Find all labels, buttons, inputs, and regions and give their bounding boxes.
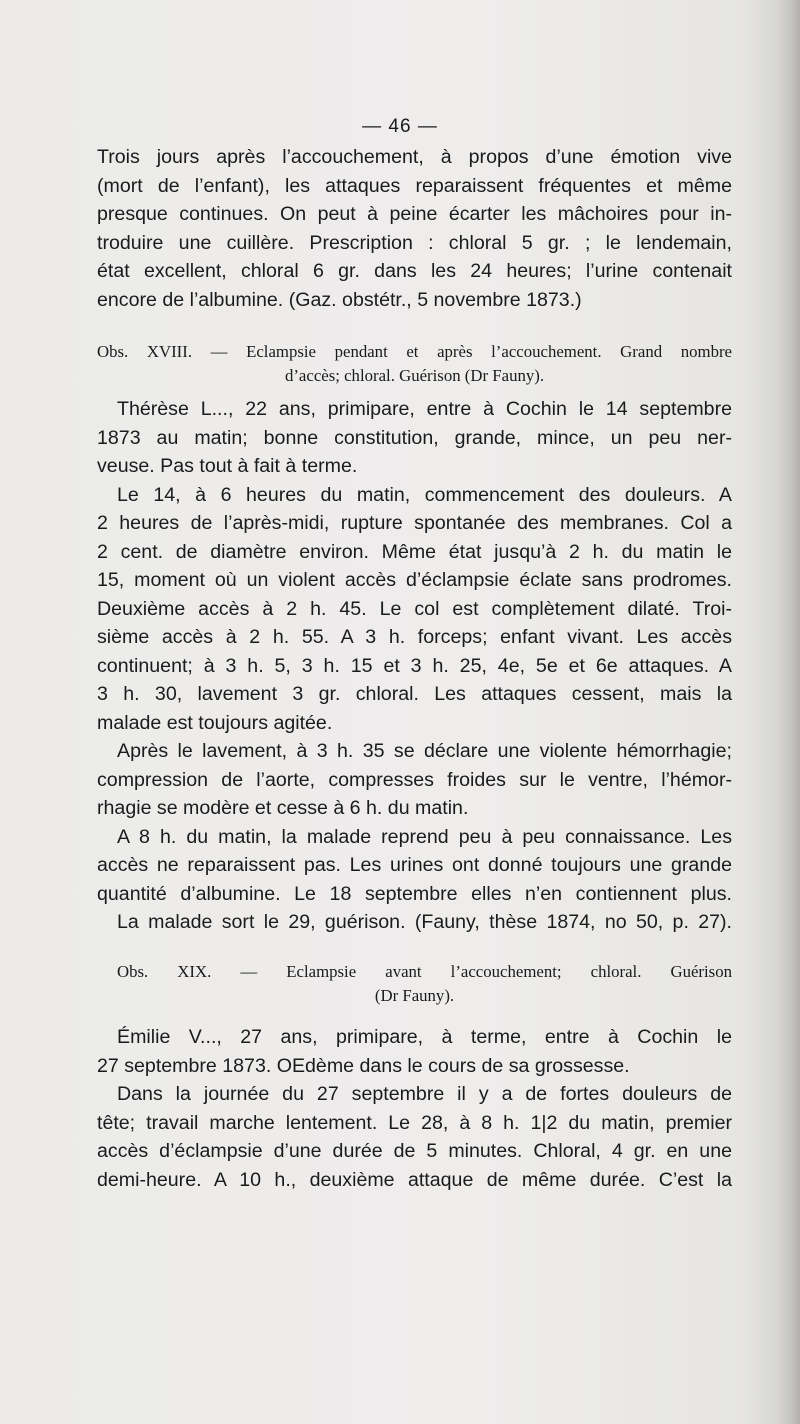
text-line: 2 cent. de diamètre environ. Même état jusqu’à 2 h. du matin le [97,540,732,563]
text-line: 2 heures de l’après-midi, rupture spontanée des membranes. Col a [97,512,732,534]
text-line: rhagie se modère et cesse à 6 h. du matin. [97,797,469,819]
heading-line: d’accès; chloral. Guérison (Dr Fauny). [284,366,545,385]
text-line: demi-heure. A 10 h., deuxième attaque de même durée. C’est la [97,1168,732,1191]
text-line: Thérèse L..., 22 ans, primipare, entre à Cochin le 14 septembre [117,398,732,420]
observation-18-body [97,395,732,937]
text-line: Trois jours après l’accouchement, à propos d’une émotion vive [97,146,732,168]
text-line: 3 h. 30, lavement 3 gr. chloral. Les attaques cessent, mais la [97,683,732,705]
text-line: 27 septembre 1873. OEdème dans le cours de sa grossesse. [97,1054,630,1077]
page-number: — 46 — [362,116,438,137]
paragraph-intro [97,143,732,314]
heading-line: (Dr Fauny). [374,986,455,1005]
observation-19-heading [97,960,732,1008]
text-line: sième accès à 2 h. 55. A 3 h. forceps; enfant vivant. Les accès [97,626,732,648]
text-line: encore de l’albumine. (Gaz. obstétr., 5 novembre 1873.) [97,288,582,311]
text-line: presque continues. On peut à peine écarter les mâchoires pour in- [97,203,732,225]
text-line: Dans la journée du 27 septembre il y a de fortes douleurs de [117,1083,732,1105]
text-line: tête; travail marche lentement. Le 28, à 8 h. 1|2 du matin, premier [97,1111,732,1134]
text-line: A 8 h. du matin, la malade reprend peu à peu connaissance. Les [117,825,732,848]
text-line: La malade sort le 29, guérison. (Fauny, thèse 1874, no 50, p. 27). [117,911,732,933]
text-line: accès d’éclampsie d’une durée de 5 minutes. Chloral, 4 gr. en une [97,1140,732,1162]
text-line: Le 14, à 6 heures du matin, commencement des douleurs. A [117,483,732,506]
text-line: 15, moment où un violent accès d’éclampsie éclate sans prodromes. [97,569,732,591]
heading-line: Obs. XIX. — Eclampsie avant l’accouchement; chloral. Guérison [117,962,732,981]
text-line: veuse. Pas tout à fait à terme. [97,455,358,477]
text-line: Après le lavement, à 3 h. 35 se déclare une violente hémorrhagie; [117,740,732,762]
text-line: malade est toujours agitée. [97,711,333,734]
observation-18-heading [97,340,732,388]
text-line: (mort de l’enfant), les attaques reparaissent fréquentes et même [97,174,732,197]
page-edge-shadow [778,0,800,1424]
text-line: 1873 au matin; bonne constitution, grande, mince, un peu ner- [97,426,732,449]
text-line: état excellent, chloral 6 gr. dans les 24 heures; l’urine contenait [97,260,732,282]
text-line: Émilie V..., 27 ans, primipare, à terme, entre à Cochin le [117,1026,732,1048]
text-line: Deuxième accès à 2 h. 45. Le col est complètement dilaté. Troi- [97,597,732,620]
text-line: continuent; à 3 h. 5, 3 h. 15 et 3 h. 25, 4e, 5e et 6e attaques. A [97,654,732,677]
observation-19-body [97,1023,732,1194]
text-line: troduire une cuillère. Prescription : chloral 5 gr. ; le lendemain, [97,231,732,254]
heading-line: Obs. XVIII. — Eclampsie pendant et après l’accouchement. Grand nombre [97,342,732,361]
text-line: compression de l’aorte, compresses froides sur le ventre, l’hémor- [97,768,732,791]
text-line: quantité d’albumine. Le 18 septembre elles n’en contiennent plus. [97,882,732,905]
text-line: accès ne reparaissent pas. Les urines ont donné toujours une grande [97,854,732,876]
